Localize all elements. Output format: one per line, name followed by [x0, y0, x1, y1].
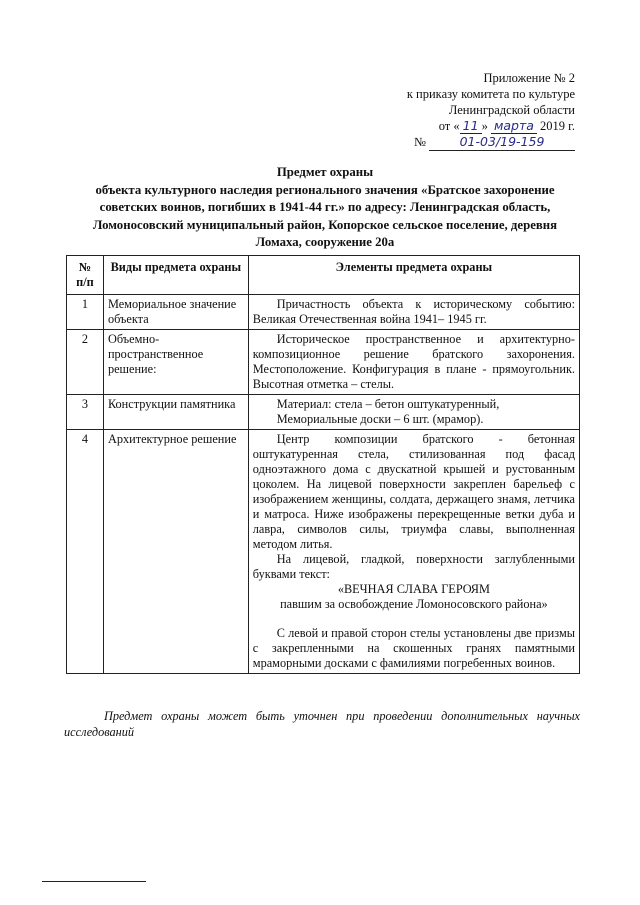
- header-types: Виды предмета охраны: [103, 256, 248, 295]
- row-num: 2: [67, 330, 104, 395]
- inscription-line-1: «ВЕЧНАЯ СЛАВА ГЕРОЯМ: [337, 582, 490, 596]
- appendix-region: Ленинградской области: [448, 103, 575, 117]
- row-elements: Историческое пространственное и архитектурно-композиционное решение братского захоронения. Местоположение. Конфигурация в плане - прямоугольник. Высотная отметка – стелы.: [248, 330, 579, 395]
- title-line-2: объекта культурного наследия регионального значения «Братское захоронение: [95, 182, 555, 197]
- table-row: [67, 395, 580, 430]
- document-title: [60, 164, 590, 252]
- protection-table: [66, 255, 580, 674]
- row-num: 4: [67, 430, 104, 674]
- row-type: Объемно-пространственное решение:: [103, 330, 248, 395]
- appendix-header: [360, 70, 575, 151]
- architecture-description: Центр композиции братского - бетонная оштукатуренная стела, стилизованная под фасад одноэтажного дома с двускатной крышей и рустованным цоколем. На лицевой поверхности закреплен барельеф с изображением женщины, солдата, держащего знамя, летчика и матроса. Ниже изображены перекрещенные ветки дуба и лавра, символов силы, триумфа славы, выполненная методом литья.: [252, 432, 575, 551]
- title-line-5: Ломаха, сооружение 20а: [255, 235, 395, 249]
- table-row: [67, 295, 580, 330]
- row-elements: Материал: стела – бетон оштукатуренный, Мемориальные доски – 6 шт. (мрамор).: [248, 395, 579, 430]
- header-elements: Элементы предмета охраны: [248, 256, 579, 295]
- row-elements: Причастность объекта к историческому событию: Великая Отечественная война 1941– 1945 гг.: [248, 295, 579, 330]
- appendix-date: [360, 118, 575, 134]
- date-prefix: от «: [438, 119, 460, 133]
- title-line-4: Ломоносовский муниципальный район, Копорское сельское поселение, деревня: [92, 217, 558, 232]
- table-header-row: [67, 256, 580, 295]
- row-type: Архитектурное решение: [103, 430, 248, 674]
- row-elements: [248, 430, 579, 674]
- row-num: 3: [67, 395, 104, 430]
- date-day: 11: [460, 118, 482, 134]
- appendix-title: Приложение № 2: [483, 71, 575, 85]
- row-type: Мемориальное значение объекта: [103, 295, 248, 330]
- header-num: № п/п: [67, 256, 104, 295]
- appendix-number: [360, 134, 575, 151]
- date-month: марта: [491, 118, 537, 134]
- number-prefix: №: [413, 135, 426, 149]
- date-year: 2019 г.: [540, 119, 575, 133]
- table-row: [67, 330, 580, 395]
- appendix-order-ref: к приказу комитета по культуре: [406, 87, 575, 101]
- table-row: [67, 430, 580, 674]
- inscription-intro: На лицевой, гладкой, поверхности заглубленными буквами текст:: [252, 552, 575, 581]
- row-type: Конструкции памятника: [103, 395, 248, 430]
- row-num: 1: [67, 295, 104, 330]
- prisms-description: С левой и правой сторон стелы установлены две призмы с закрепленными на скошенных гранях памятными мраморными досками с фамилиями погребенных воинов.: [252, 626, 575, 670]
- closing-note: Предмет охраны может быть уточнен при проведении дополнительных научных исследований: [64, 709, 580, 739]
- title-line-3: советских воинов, погибших в 1941-44 гг.» по адресу: Ленинградская область,: [99, 200, 551, 214]
- title-line-1: Предмет охраны: [276, 165, 374, 179]
- date-mid: »: [481, 119, 488, 133]
- inscription-line-2: павшим за освобождение Ломоносовского района»: [280, 597, 548, 611]
- footnote-divider: [42, 881, 146, 882]
- number-value: 01-03/19-159: [429, 134, 575, 151]
